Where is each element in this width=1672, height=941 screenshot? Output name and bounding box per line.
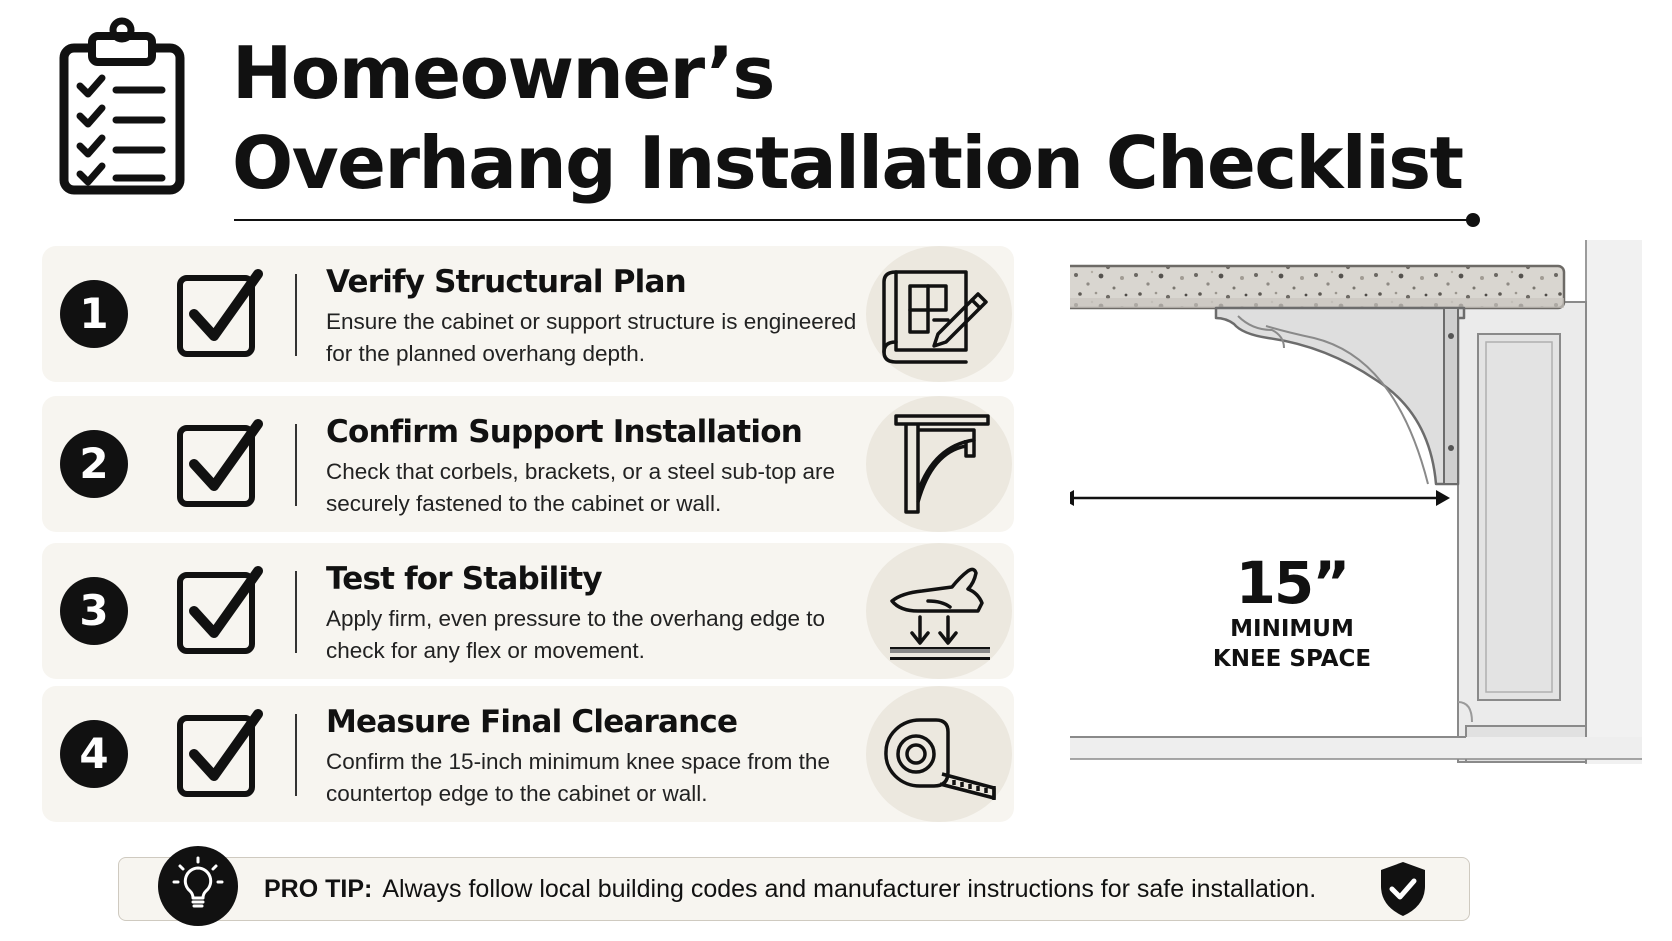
step-divider <box>295 274 297 356</box>
clipboard-checklist-icon <box>58 16 186 196</box>
pro-tip-label: PRO TIP: <box>264 875 373 903</box>
step-text <box>326 410 886 520</box>
shield-check-icon <box>1378 860 1428 918</box>
step-icon-circle <box>866 396 1012 532</box>
checklist-step-1 <box>42 246 1014 382</box>
step-text <box>326 700 886 810</box>
checked-box-icon[interactable] <box>174 266 266 362</box>
step-title: Confirm Support Installation <box>326 414 802 450</box>
step-description: Check that corbels, brackets, or a steel sub-top are securely fastened to the cabinet or wall. <box>326 459 835 516</box>
title-underline-dot <box>1466 213 1480 227</box>
step-number: 2 <box>60 430 128 498</box>
clearance-dimension-value: 15” <box>1235 549 1349 617</box>
checklist-step-3 <box>42 543 1014 679</box>
title-line-1: Homeowner’s <box>232 31 774 115</box>
step-number: 3 <box>60 577 128 645</box>
dimension-label-line-1: MINIMUM <box>1230 616 1354 642</box>
lightbulb-icon-badge <box>158 846 238 926</box>
dimension-label-line-2: KNEE SPACE <box>1212 646 1372 672</box>
step-icon-circle <box>866 686 1012 822</box>
pro-tip-text <box>264 873 1316 905</box>
checked-box-icon[interactable] <box>174 706 266 802</box>
step-icon-circle <box>866 246 1012 382</box>
step-divider <box>295 714 297 796</box>
overhang-clearance-diagram <box>1070 240 1642 820</box>
step-number: 1 <box>60 280 128 348</box>
step-description: Confirm the 15-inch minimum knee space from the countertop edge to the cabinet or wall. <box>326 749 830 806</box>
checklist-step-2 <box>42 396 1014 532</box>
step-description: Apply firm, even pressure to the overhang edge to check for any flex or movement. <box>326 606 826 663</box>
step-divider <box>295 424 297 506</box>
title-line-2: Overhang Installation Checklist <box>232 121 1463 205</box>
step-text <box>326 260 886 370</box>
pro-tip-message: Always follow local building codes and manufacturer instructions for safe installation. <box>382 875 1317 903</box>
clearance-dimension-label <box>1182 614 1402 674</box>
step-number: 4 <box>60 720 128 788</box>
step-icon-circle <box>866 543 1012 679</box>
blueprint-pencil-icon <box>866 246 1012 382</box>
step-title: Verify Structural Plan <box>326 264 686 300</box>
checklist-step-4 <box>42 686 1014 822</box>
page-title <box>232 28 1463 208</box>
step-title: Measure Final Clearance <box>326 704 738 740</box>
title-underline <box>234 219 1472 221</box>
corbel-bracket-icon <box>866 396 1012 532</box>
step-divider <box>295 571 297 653</box>
step-text <box>326 557 886 667</box>
tape-measure-icon <box>866 686 1012 822</box>
step-title: Test for Stability <box>326 561 602 597</box>
lightbulb-icon <box>158 846 238 926</box>
step-description: Ensure the cabinet or support structure is engineered for the planned overhang depth. <box>326 309 857 366</box>
checked-box-icon[interactable] <box>174 416 266 512</box>
hand-pressure-icon <box>866 543 1012 679</box>
checked-box-icon[interactable] <box>174 563 266 659</box>
